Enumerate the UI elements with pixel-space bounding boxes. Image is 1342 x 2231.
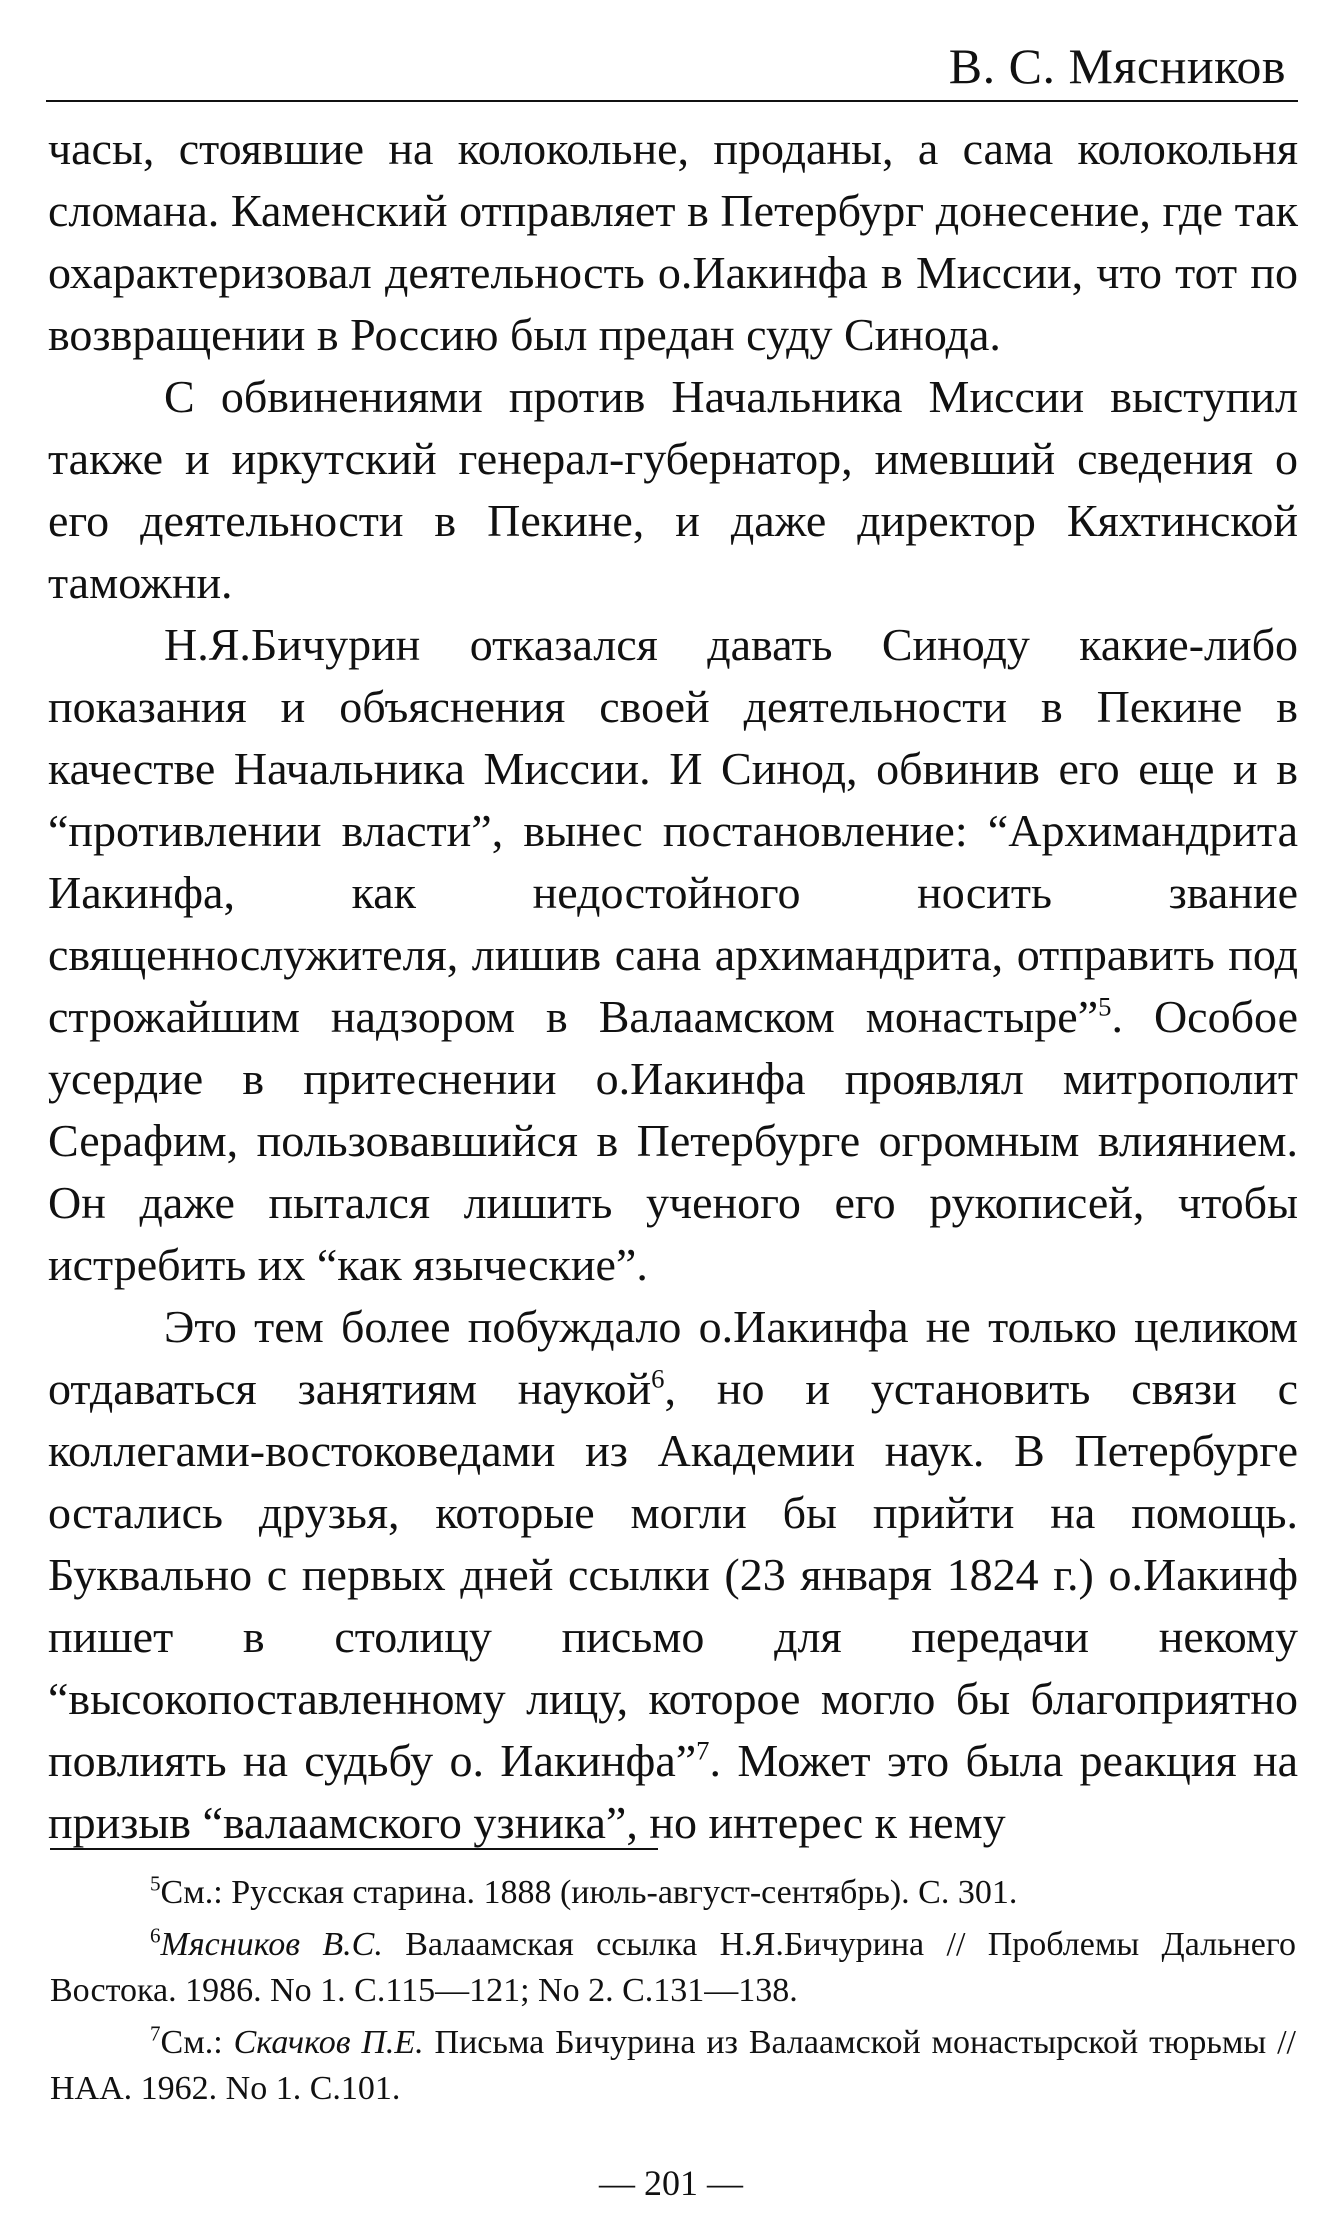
footnote-ref-5: 5: [1098, 991, 1112, 1022]
footnote-text: Письма Бичурина из Валаамской монастырской тюрьмы // НАА. 1962. No 1. С.101.: [50, 2024, 1297, 2107]
footnote-number: 6: [150, 1923, 161, 1948]
footnote-number: 7: [150, 2021, 161, 2046]
footnote-number: 5: [150, 1871, 161, 1896]
page-number: — 201 —: [599, 2163, 743, 2203]
footnote-text: Русская старина. 1888 (июль-август-сентябрь). С. 301.: [231, 1874, 1018, 1911]
paragraph-4-text-a: Это тем более побуждало о.Иакинфа не только целиком отдаваться занятиям наукой: [48, 1301, 1298, 1414]
paragraph-3: [48, 614, 1298, 1296]
footnote-author: Мясников В.С.: [160, 1926, 383, 1963]
footnote-text: Валаамская ссылка Н.Я.Бичурина // Проблемы Дальнего Востока. 1986. No 1. С.115—121; No 2. С.131—138.: [50, 1926, 1296, 2009]
paragraph-3-tail: . Особое усердие в притеснении о.Иакинфа проявлял митрополит Серафим, пользовавшийся в Петербурге огромным влиянием. Он даже пытался лишить ученого его рукописей, чтобы истребить их “как языческие”.: [48, 991, 1298, 1290]
footnote-prefix: См.:: [160, 2024, 234, 2061]
footnotes: [50, 1870, 1296, 2118]
header-rule: [46, 100, 1298, 102]
footnote-author: Скачков П.Е.: [233, 2024, 424, 2061]
footnote-ref-6: 6: [651, 1363, 665, 1394]
footnote-rule: [50, 1848, 658, 1850]
footnote-prefix: См.:: [160, 1874, 232, 1911]
paragraph-1: часы, стоявшие на колокольне, проданы, а сама колокольня сломана. Каменский отправляет в Петербург донесение, где так охарактеризовал деятельность о.Иакинфа в Миссии, что тот по возвращении в Россию был предан суду Синода.: [48, 123, 1298, 360]
footnote-5: [50, 1870, 1296, 1916]
main-text: [48, 118, 1298, 1854]
footnote-6: [50, 1922, 1296, 2014]
paragraph-2: С обвинениями против Начальника Миссии выступил также и иркутский генерал-губернатор, имевший сведения о его деятельности в Пекине, и даже директор Кяхтинской таможни.: [48, 371, 1298, 608]
footnote-ref-7: 7: [696, 1735, 710, 1766]
paragraph-4: [48, 1296, 1298, 1854]
paragraph-3-text: Н.Я.Бичурин отказался давать Синоду какие-либо показания и объяснения своей деятельности в Пекине в качестве Начальника Миссии. И Синод, обвинив его еще и в “противлении власти”, вынес постановление: “Архимандрита Иакинфа, как недостойного носить звание священнослужителя, лишив сана архимандрита, отправить под строжайшим надзором в Валаамском монастыре”: [48, 619, 1298, 1042]
footnote-7: [50, 2020, 1296, 2112]
paragraph-4-text-b: , но и установить связи с коллегами-востоковедами из Академии наук. В Петербурге остались друзья, которые могли бы прийти на помощь. Буквально с первых дней ссылки (23 января 1824 г.) о.Иакинф пишет в столицу письмо для передачи некому “высокопоставленному лицу, которое могло бы благоприятно повлиять на судьбу о. Иакинфа”: [48, 1363, 1298, 1786]
paragraph-4-text-c: . Может это была реакция на призыв “валаамского узника”, но интерес к нему: [48, 1735, 1298, 1848]
running-head-author: В. С. Мясников: [948, 38, 1286, 94]
